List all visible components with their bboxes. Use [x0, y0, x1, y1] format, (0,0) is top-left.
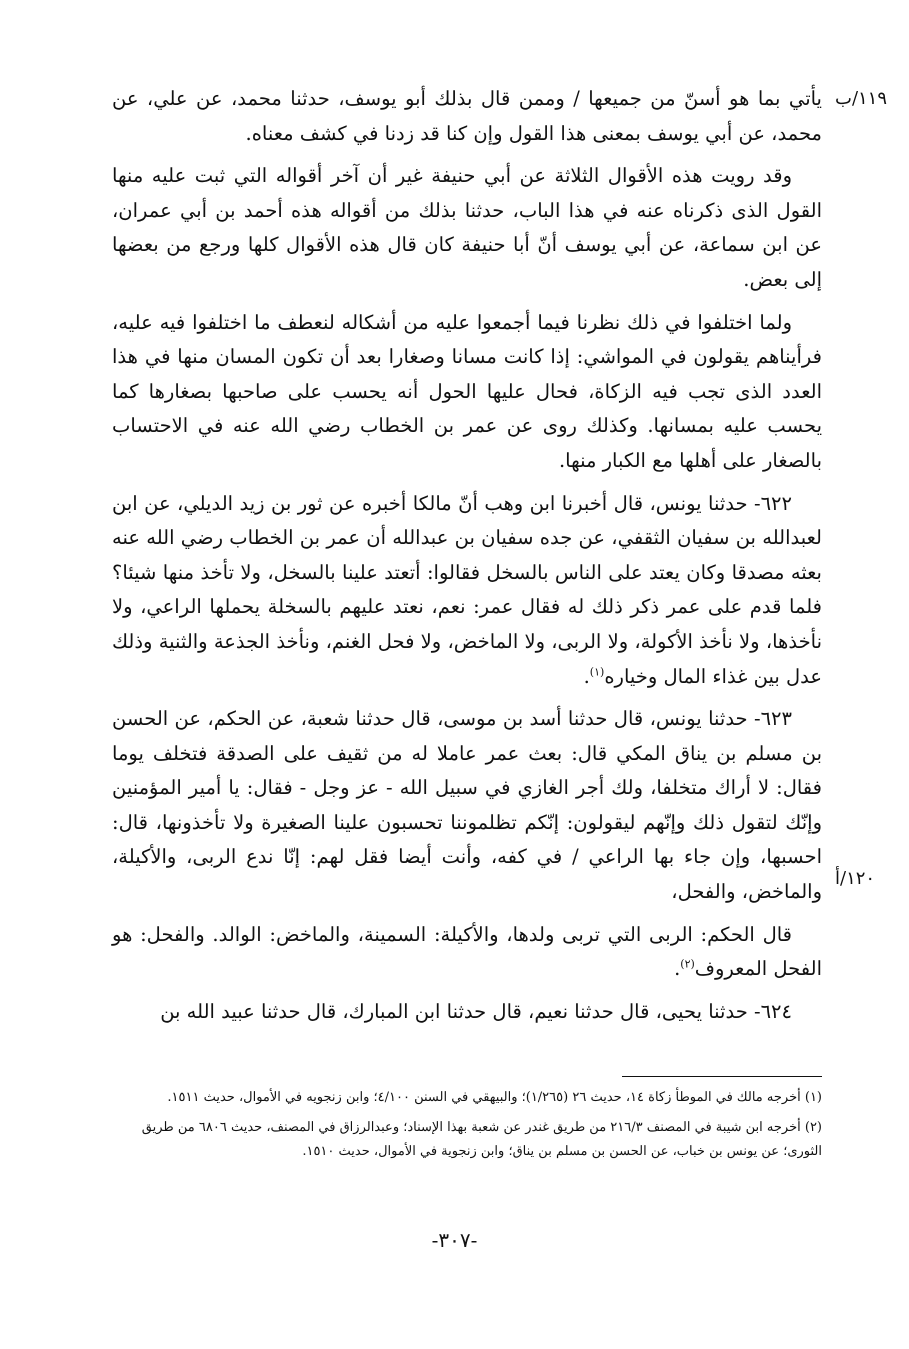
paragraph-text: قال الحكم: الربى التي تربى ولدها، والأكيلة: السمينة، والماخض: الوالد. والفحل: هو الفحل المعروف	[112, 922, 822, 981]
paragraph-hadith: ٦٢٣- حدثنا يونس، قال حدثنا أسد بن موسى، قال حدثنا شعبة، عن الحكم، عن الحسن بن مسلم بن يناق المكي قال: بعث عمر عاملا له من ثقيف على الصدقة فتخلف يوما فقال: لا أراك متخلفا، ولك أجر الغازي في سبيل الله - عز وجل - فقال: يا أمير المؤمنين وإنّك لتقول ذلك وإنّهم ليقولون: إنّكم تظلموننا تحسبون علينا الصغيرة ولا تأخذونها، قال: احسبها، وإن جاء بها الراعي / في كفه، وأنت أيضا فقل لهم: إنّا ندع الربى، والأكيلة، والماخض، والفحل،	[112, 707, 822, 904]
paragraph: يأتي بما هو أسنّ من جميعها / وممن قال بذلك أبو يوسف، حدثنا محمد، عن علي، عن محمد، عن أبي يوسف بمعنى هذا القول وإن كنا قد زدنا في كشف معناه.	[112, 87, 822, 145]
paragraph: ولما اختلفوا في ذلك نظرنا فيما أجمعوا عليه من أشكاله لنعطف ما اختلفوا فيه عليه، فرأيناهم يقولون في المواشي: إذا كانت مسانا وصغارا بعد أن تكون المسان منها في هذا العدد الذى تجب فيه الزكاة، فحال عليها الحول أنه يحسب على صاحبها بصغارها كما يحسب عليه بمسانها. وكذلك روى عن عمر بن الخطاب رضي الله عنه في الاحتساب بالصغار على أهلها مع الكبار منها.	[112, 310, 822, 472]
paragraph-hadith: ٦٢٤- حدثنا يحيى، قال حدثنا نعيم، قال حدثنا ابن المبارك، قال حدثنا عبيد الله بن	[160, 999, 792, 1023]
paragraph-hadith: ٦٢٢- حدثنا يونس، قال أخبرنا ابن وهب أنّ مالكا أخبره عن ثور بن زيد الديلي، عن ابن لعبدالله بن سفيان الثقفي، عن جده سفيان بن عبدالله أن عمر بن الخطاب رضي الله عنه بعثه مصدقا وكان يعتد على الناس بالسخل فقالوا: أتعتد علينا بالسخل، ولا تأخذ منها شيئا؟ فلما قدم على عمر ذكر ذلك له فقال عمر: نعم، نعتد عليهم بالسخلة يحملها الراعي، ولا نأخذها، ولا نأخذ الأكولة، ولا الربى، ولا الماخض، ولا فحل الغنم، ونأخذ الجذعة والثنية وذلك عدل بين غذاء المال وخياره$^{(١)}$.	[112, 491, 822, 688]
margin-folio-ref: ١٢٠/أ	[835, 868, 876, 889]
page-number: -٣٠٧-	[431, 1228, 478, 1252]
paragraph: قال الحكم: الربى التي تربى ولدها، والأكيلة: السمينة، والماخض: الوالد. والفحل: هو الفحل المعروف$^{(٢)}$.	[112, 922, 822, 981]
footnote-ref: (٢)	[680, 957, 695, 971]
footnotes	[112, 1086, 822, 1170]
paragraph: وقد رويت هذه الأقوال الثلاثة عن أبي حنيفة غير أن آخر أقواله التي ثبت عليه منها القول الذى ذكرناه عنه في هذا الباب، حدثنا بذلك من أقواله هذه أحمد بن أبي عمران، عن ابن سماعة، عن أبي يوسف أنّ أبا حنيفة كان قال هذه الأقوال كلها ورجع من بعضها إلى بعض.	[112, 164, 822, 291]
main-text	[112, 82, 822, 1037]
footnote: (١) أخرجه مالك في الموطأ زكاة ١٤، حديث ٢٦ (١/٢٦٥)؛ والبيهقي في السنن ٤/١٠٠؛ وابن زنجويه في الأموال، حديث ١٥١١.	[167, 1090, 822, 1105]
paragraph-text: ٦٢٢- حدثنا يونس، قال أخبرنا ابن وهب أنّ مالكا أخبره عن ثور بن زيد الديلي، عن ابن لعبدالله بن سفيان الثقفي، عن جده سفيان بن عبدالله أن عمر بن الخطاب رضي الله عنه بعثه مصدقا وكان يعتد على الناس بالسخل فقالوا: أتعتد علينا بالسخل، ولا تأخذ منها شيئا؟ فلما قدم على عمر ذكر ذلك له فقال عمر: نعم، نعتد عليهم بالسخلة يحملها الراعي، ولا نأخذها، ولا نأخذ الأكولة، ولا الربى، ولا الماخض، ولا فحل الغنم، ونأخذ الجذعة والثنية وذلك عدل بين غذاء المال وخياره	[112, 491, 822, 688]
footnote-ref: (١)	[589, 665, 605, 678]
margin-folio-ref: ١١٩/ب	[835, 88, 888, 109]
footnote-divider	[622, 1076, 822, 1077]
footnote: (٢) أخرجه ابن شيبة في المصنف ٢١٦/٣ من طريق غندر عن شعبة بهذا الإسناد؛ وعبدالرزاق في المصنف، حديث ٦٨٠٦ من طريق الثورى؛ عن يونس بن خباب، عن الحسن بن مسلم بن يناق؛ وابن زنجوية في الأموال، حديث ١٥١٠.	[141, 1120, 822, 1159]
